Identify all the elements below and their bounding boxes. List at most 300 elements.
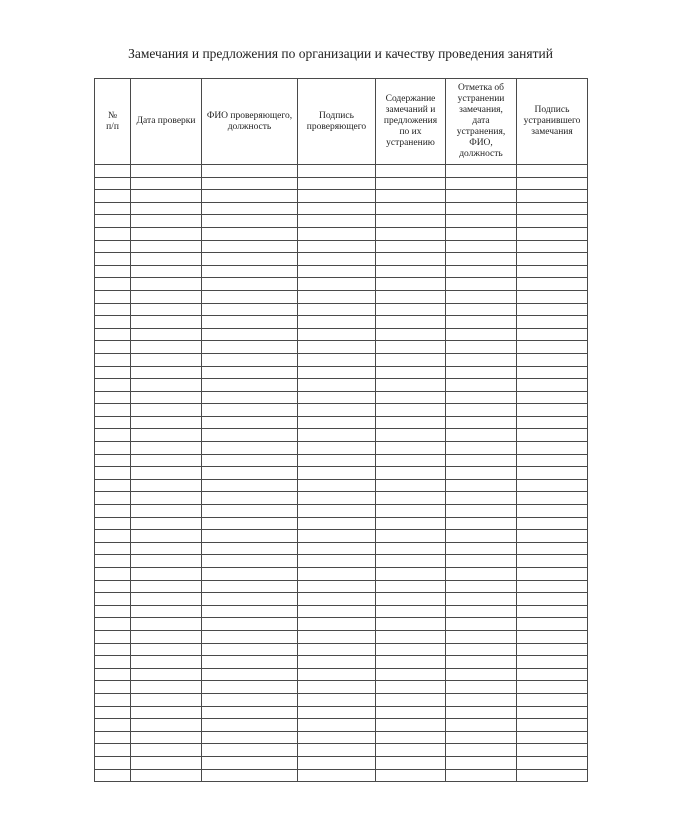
table-cell [376, 404, 446, 417]
table-cell [95, 353, 131, 366]
table-cell [298, 769, 376, 782]
table-cell [446, 290, 517, 303]
table-cell [131, 555, 202, 568]
table-row [95, 404, 588, 417]
table-cell [95, 290, 131, 303]
table-cell [202, 341, 298, 354]
table-cell [131, 265, 202, 278]
remarks-log-table [94, 78, 588, 782]
table-cell [95, 416, 131, 429]
table-cell [95, 341, 131, 354]
table-cell [131, 769, 202, 782]
table-row [95, 278, 588, 291]
table-cell [202, 593, 298, 606]
table-cell [376, 353, 446, 366]
table-cell [202, 668, 298, 681]
table-cell [95, 555, 131, 568]
document-title: Замечания и предложения по организации и качеству проведения занятий [128, 46, 553, 61]
table-cell [517, 227, 588, 240]
table-cell [517, 517, 588, 530]
table-cell [298, 568, 376, 581]
table-cell [376, 240, 446, 253]
table-cell [298, 177, 376, 190]
table-row [95, 605, 588, 618]
table-cell [517, 769, 588, 782]
table-cell [446, 303, 517, 316]
table-cell [446, 215, 517, 228]
table-cell [517, 391, 588, 404]
table-row [95, 366, 588, 379]
table-cell [131, 744, 202, 757]
table-cell [95, 467, 131, 480]
table-cell [298, 227, 376, 240]
table-cell [202, 202, 298, 215]
table-cell [298, 202, 376, 215]
table-cell [446, 756, 517, 769]
table-cell [376, 693, 446, 706]
table-cell [446, 719, 517, 732]
table-cell [376, 303, 446, 316]
table-cell [517, 240, 588, 253]
table-cell [298, 290, 376, 303]
table-cell [131, 290, 202, 303]
table-cell [95, 366, 131, 379]
table-row [95, 253, 588, 266]
table-cell [202, 530, 298, 543]
table-cell [202, 605, 298, 618]
table-cell [131, 190, 202, 203]
table-row [95, 391, 588, 404]
table-cell [446, 227, 517, 240]
table-cell [517, 568, 588, 581]
table-cell [376, 630, 446, 643]
table-cell [376, 215, 446, 228]
table-cell [376, 593, 446, 606]
table-cell [298, 643, 376, 656]
table-cell [131, 341, 202, 354]
table-cell [517, 643, 588, 656]
table-cell [376, 656, 446, 669]
table-cell [95, 328, 131, 341]
table-cell [446, 479, 517, 492]
table-cell [131, 442, 202, 455]
table-cell [131, 756, 202, 769]
column-header-number: № п/п [95, 79, 131, 165]
table-cell [95, 542, 131, 555]
table-cell [131, 731, 202, 744]
table-cell [202, 391, 298, 404]
table-row [95, 341, 588, 354]
table-cell [131, 416, 202, 429]
table-row [95, 265, 588, 278]
table-cell [131, 391, 202, 404]
table-cell [376, 366, 446, 379]
table-cell [202, 555, 298, 568]
table-cell [202, 442, 298, 455]
table-cell [202, 328, 298, 341]
table-cell [517, 341, 588, 354]
table-cell [202, 454, 298, 467]
table-cell [95, 454, 131, 467]
table-cell [446, 278, 517, 291]
table-cell [517, 618, 588, 631]
table-cell [95, 693, 131, 706]
table-cell [131, 605, 202, 618]
table-cell [131, 454, 202, 467]
table-cell [376, 429, 446, 442]
table-cell [517, 756, 588, 769]
table-cell [517, 693, 588, 706]
table-cell [202, 693, 298, 706]
table-cell [95, 240, 131, 253]
table-row [95, 227, 588, 240]
table-cell [517, 555, 588, 568]
table-cell [298, 593, 376, 606]
table-cell [202, 227, 298, 240]
table-cell [95, 505, 131, 518]
table-cell [298, 454, 376, 467]
table-cell [517, 467, 588, 480]
table-cell [446, 240, 517, 253]
table-cell [202, 643, 298, 656]
table-row [95, 681, 588, 694]
table-cell [131, 278, 202, 291]
table-cell [131, 593, 202, 606]
table-cell [202, 479, 298, 492]
table-cell [95, 706, 131, 719]
table-cell [131, 668, 202, 681]
table-cell [131, 429, 202, 442]
table-cell [131, 542, 202, 555]
table-cell [376, 643, 446, 656]
table-cell [202, 265, 298, 278]
table-cell [376, 605, 446, 618]
table-cell [131, 215, 202, 228]
table-cell [95, 630, 131, 643]
table-row [95, 693, 588, 706]
table-cell [95, 391, 131, 404]
table-cell [298, 404, 376, 417]
table-cell [202, 316, 298, 329]
table-row [95, 630, 588, 643]
table-row [95, 568, 588, 581]
table-cell [298, 278, 376, 291]
table-row [95, 353, 588, 366]
table-cell [517, 290, 588, 303]
table-row [95, 555, 588, 568]
table-cell [202, 165, 298, 178]
table-cell [446, 580, 517, 593]
table-row [95, 290, 588, 303]
table-cell [446, 530, 517, 543]
table-cell [446, 731, 517, 744]
table-cell [446, 177, 517, 190]
table-cell [376, 505, 446, 518]
table-cell [95, 253, 131, 266]
table-cell [202, 542, 298, 555]
table-cell [376, 530, 446, 543]
table-row [95, 328, 588, 341]
table-cell [202, 240, 298, 253]
table-cell [446, 744, 517, 757]
table-cell [202, 177, 298, 190]
table-row [95, 769, 588, 782]
table-cell [446, 568, 517, 581]
table-cell [298, 555, 376, 568]
table-cell [202, 379, 298, 392]
table-cell [202, 290, 298, 303]
table-cell [95, 379, 131, 392]
table-cell [95, 202, 131, 215]
table-row [95, 190, 588, 203]
table-cell [131, 618, 202, 631]
header-row [95, 79, 588, 165]
table-cell [202, 505, 298, 518]
table-cell [376, 719, 446, 732]
table-row [95, 744, 588, 757]
table-cell [95, 429, 131, 442]
table-cell [202, 429, 298, 442]
table-row [95, 454, 588, 467]
table-cell [131, 177, 202, 190]
table-cell [131, 517, 202, 530]
table-cell [517, 706, 588, 719]
table-cell [376, 492, 446, 505]
table-cell [446, 416, 517, 429]
table-cell [95, 744, 131, 757]
table-cell [131, 580, 202, 593]
table-cell [446, 505, 517, 518]
column-header-inspector-name: ФИО проверяющего, должность [202, 79, 298, 165]
table-cell [131, 165, 202, 178]
table-cell [376, 177, 446, 190]
table-cell [376, 278, 446, 291]
table-row [95, 656, 588, 669]
table-cell [298, 756, 376, 769]
table-row [95, 542, 588, 555]
table-cell [376, 756, 446, 769]
table-row [95, 643, 588, 656]
table-row [95, 429, 588, 442]
table-cell [131, 719, 202, 732]
table-cell [517, 177, 588, 190]
table-cell [95, 165, 131, 178]
table-cell [376, 316, 446, 329]
table-cell [517, 253, 588, 266]
table-cell [131, 353, 202, 366]
table-cell [298, 706, 376, 719]
table-cell [446, 693, 517, 706]
table-cell [131, 240, 202, 253]
table-cell [95, 719, 131, 732]
table-row [95, 479, 588, 492]
table-cell [298, 265, 376, 278]
table-row [95, 202, 588, 215]
table-cell [376, 542, 446, 555]
table-cell [446, 454, 517, 467]
table-cell [517, 328, 588, 341]
table-row [95, 530, 588, 543]
table-cell [95, 580, 131, 593]
table-row [95, 165, 588, 178]
table-cell [376, 467, 446, 480]
table-cell [95, 492, 131, 505]
table-cell [446, 442, 517, 455]
table-cell [298, 630, 376, 643]
table-cell [131, 706, 202, 719]
table-cell [298, 215, 376, 228]
table-cell [376, 165, 446, 178]
table-cell [131, 505, 202, 518]
table-cell [517, 542, 588, 555]
table-cell [517, 492, 588, 505]
table-body [95, 165, 588, 782]
table-cell [517, 416, 588, 429]
table-cell [517, 379, 588, 392]
table-cell [376, 265, 446, 278]
table-cell [298, 580, 376, 593]
table-cell [376, 555, 446, 568]
table-cell [446, 253, 517, 266]
table-cell [202, 681, 298, 694]
table-cell [517, 429, 588, 442]
table-cell [517, 215, 588, 228]
table-cell [517, 681, 588, 694]
table-row [95, 467, 588, 480]
table-row [95, 593, 588, 606]
table-cell [376, 202, 446, 215]
table-cell [446, 656, 517, 669]
table-cell [517, 278, 588, 291]
column-header-check-date: Дата проверки [131, 79, 202, 165]
table-cell [517, 442, 588, 455]
table-cell [446, 190, 517, 203]
table-cell [131, 530, 202, 543]
table-cell [446, 668, 517, 681]
table-cell [376, 391, 446, 404]
table-cell [131, 328, 202, 341]
table-cell [376, 568, 446, 581]
table-cell [517, 668, 588, 681]
table-cell [131, 316, 202, 329]
table-cell [446, 341, 517, 354]
table-cell [446, 404, 517, 417]
table-cell [298, 253, 376, 266]
table-row [95, 756, 588, 769]
table-cell [517, 731, 588, 744]
table-cell [446, 202, 517, 215]
table-cell [298, 442, 376, 455]
table-cell [446, 555, 517, 568]
table-cell [298, 416, 376, 429]
table-cell [131, 492, 202, 505]
table-row [95, 177, 588, 190]
table-cell [446, 492, 517, 505]
table-cell [517, 605, 588, 618]
table-cell [298, 618, 376, 631]
table-cell [298, 467, 376, 480]
column-header-resolution-mark: Отметка об устранении замечания, дата устранения, ФИО, должность [446, 79, 517, 165]
table-cell [95, 605, 131, 618]
table-cell [298, 731, 376, 744]
table-cell [446, 769, 517, 782]
table-cell [376, 668, 446, 681]
table-cell [95, 731, 131, 744]
table-cell [517, 366, 588, 379]
table-cell [298, 542, 376, 555]
table-cell [376, 416, 446, 429]
table-cell [298, 505, 376, 518]
table-cell [95, 190, 131, 203]
table-cell [376, 290, 446, 303]
table-cell [298, 391, 376, 404]
table-cell [95, 656, 131, 669]
table-cell [298, 668, 376, 681]
table-cell [376, 517, 446, 530]
table-cell [298, 479, 376, 492]
table-row [95, 303, 588, 316]
table-cell [202, 215, 298, 228]
table-row [95, 379, 588, 392]
table-cell [517, 744, 588, 757]
table-cell [446, 366, 517, 379]
table-cell [298, 605, 376, 618]
table-cell [95, 303, 131, 316]
table-cell [446, 328, 517, 341]
table-cell [202, 630, 298, 643]
table-cell [517, 316, 588, 329]
table-cell [298, 719, 376, 732]
table-cell [446, 165, 517, 178]
table-cell [298, 240, 376, 253]
table-cell [202, 656, 298, 669]
table-cell [517, 505, 588, 518]
table-cell [376, 253, 446, 266]
table-cell [298, 379, 376, 392]
table-row [95, 706, 588, 719]
table-cell [95, 643, 131, 656]
table-cell [517, 630, 588, 643]
table-cell [298, 353, 376, 366]
table-cell [131, 253, 202, 266]
table-cell [298, 190, 376, 203]
table-cell [517, 265, 588, 278]
table-cell [95, 227, 131, 240]
table-cell [298, 744, 376, 757]
table-cell [446, 706, 517, 719]
table-cell [202, 517, 298, 530]
table-cell [298, 341, 376, 354]
table-cell [446, 391, 517, 404]
table-cell [202, 731, 298, 744]
table-cell [376, 442, 446, 455]
table-cell [376, 769, 446, 782]
table-cell [202, 416, 298, 429]
table-cell [376, 706, 446, 719]
table-cell [446, 379, 517, 392]
table-cell [446, 316, 517, 329]
table-cell [131, 467, 202, 480]
table-cell [95, 618, 131, 631]
table-cell [517, 353, 588, 366]
table-cell [95, 265, 131, 278]
column-header-remarks-content: Содержание замечаний и предложения по их устранению [376, 79, 446, 165]
table-cell [517, 303, 588, 316]
table-cell [517, 593, 588, 606]
table-cell [202, 706, 298, 719]
table-cell [202, 190, 298, 203]
table-cell [376, 479, 446, 492]
